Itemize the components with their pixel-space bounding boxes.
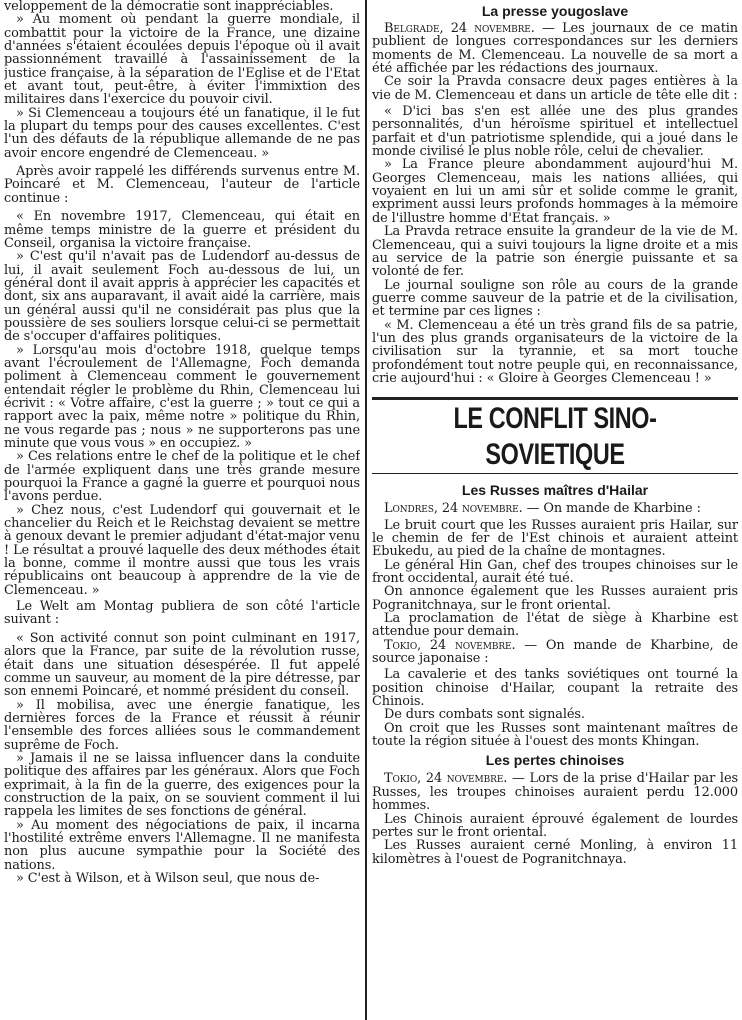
paragraph: — On mande de Kharbine, de source japonaise :: [372, 637, 738, 667]
paragraph: Le journal souligne son rôle au cours de la grande guerre comme sauveur de la patrie et de la civilisation, et termine par ces lignes :: [372, 277, 738, 320]
paragraph: » Au moment où pendant la guerre mondiale, il combattit pour la victoire de la France, une dizaine d'années s'étaient écoulées depuis l'époque où il avait passionnément travaillé à l'assainissement de la justice française, à la séparation de l'Eglise et de l'Etat et avant tout, peut-être, à éviter l'immixtion des militaires dans l'exercice du pouvoir civil.: [4, 12, 360, 108]
paragraph: Ce soir la Pravda consacre deux pages entières à la vie de M. Clemenceau et dans un article de tête elle dit :: [372, 74, 738, 103]
headline-rule-top: [372, 397, 738, 400]
paragraph: Les Russes auraient cerné Monling, à environ 11 kilomètres à l'ouest de Pogranitchnaya.: [372, 838, 738, 867]
paragraph: La Pravda retrace ensuite la grandeur de la vie de M. Clemenceau, qui a suivi toujours la ligne droite et a mis au service de la patrie son énergie puissante et sa volonté de fer.: [372, 224, 738, 280]
paragraph: — On mande de Kharbine :: [526, 501, 701, 517]
paragraph: « M. Clemenceau a été un très grand fils de sa patrie, l'un des plus grands organisateurs de la victoire de la civilisation sur la tyrannie, et sa mort touche profondément tout notre peuple qui, en reconnaissance, crie aujourd'hui : « Gloire à Georges Clemenceau ! »: [372, 317, 738, 386]
paragraph: » C'est à Wilson, et à Wilson seul, que nous de-: [16, 871, 320, 886]
paragraph: — Lors de la prise d'Hailar par les Russes, les troupes chinoises auraient perdu 12.000 hommes.: [372, 771, 738, 814]
paragraph: — Les journaux de ce matin publient de longues correspondances sur les derniers moments de M. Clemenceau. La nouvelle de sa mort a été affichée par les rédactions des journaux.: [372, 21, 738, 77]
paragraph: » Au moment des négociations de paix, il incarna l'hostilité extrême envers l'Allemagne. Il ne manifesta non plus aucune sympathie pour la Société des nations.: [4, 817, 360, 873]
paragraph: » La France pleure abondamment aujourd'hui M. Georges Clemenceau, mais les nations alliées, qui voyaient en lui un ami sûr et solide comme le granit, expriment aussi leurs profonds hommages à la mémoire de l'illustre homme d'Etat français. »: [372, 157, 738, 226]
paragraph: Après avoir rappelé les différends survenus entre M. Poincaré et M. Clemenceau, l'auteur de l'article continue :: [4, 164, 360, 206]
main-headline: LE CONFLIT SINO-SOVIETIQUE: [453, 402, 657, 472]
paragraph: » Lorsqu'au mois d'octobre 1918, quelque temps avant l'écroulement de l'Allemagne, Foch demanda poliment à Clemenceau comment le gouvernement entendait régler le problème du Rhin, Clemenceau lui écrivit : « Votre affaire, c'est la guerre ; » tout ce qui a rapport avec la paix, même notre » politique du Rhin, ne vous regarde pas ; nous » ne supporterons pas une minute que vous vous » en occupiez. »: [4, 342, 360, 451]
dateline: Tokio, 24 novembre.: [384, 771, 508, 787]
paragraph: La proclamation de l'état de siège à Kharbine est attendue pour demain.: [372, 611, 738, 640]
left-column: [4, 0, 360, 1020]
paragraph: veloppement de la démocratie sont inappréciables.: [4, 0, 334, 14]
paragraph: Les Chinois auraient éprouvé également de lourdes pertes sur le front oriental.: [372, 811, 738, 840]
paragraph: Le bruit court que les Russes auraient pris Hailar, sur le chemin de fer de l'Est chinois et auraient atteint Ebukedu, au pied de la chaîne de montagnes.: [372, 517, 738, 560]
paragraph: » C'est qu'il n'avait pas de Ludendorf au-dessus de lui, il avait seulement Foch au-dessous de lui, un général dont il avait appris à apprécier les capacités et dont, six ans auparavant, il avait aidé la carrière, mais un général aussi qu'il ne considérait pas plus que la poussière de ses souliers lorsque celui-ci se permettait de s'occuper d'affaires politiques.: [4, 249, 360, 345]
paragraph: » Jamais il ne se laissa influencer dans la conduite politique des affaires par les généraux. Alors que Foch exprimait, à la fin de la guerre, des exigences pour la construction de la paix, on se souvient comment il lui rappela les limites de ses fonctions de général.: [4, 750, 360, 820]
paragraph: Le Welt am Montag publiera de son côté l'article suivant :: [4, 599, 360, 628]
section-heading: Les Russes maîtres d'Hailar: [461, 482, 649, 499]
paragraph: La cavalerie et des tanks soviétiques ont tourné la position chinoise d'Hailar, coupant la retraite des Chinois.: [372, 667, 738, 710]
paragraph: On croit que les Russes sont maintenant maîtres de toute la région située à l'ouest des monts Khingan.: [372, 720, 738, 750]
section-heading: La presse yougoslave: [481, 3, 629, 19]
headline-rule-bottom: [372, 473, 738, 474]
paragraph: » Il mobilisa, avec une énergie fanatique, les dernières forces de la France et réussit à réunir l'ensemble des forces alliées sous le commandement suprême de Foch.: [4, 697, 360, 753]
paragraph: » Chez nous, c'est Ludendorf qui gouvernait et le chancelier du Reich et le Reichstag devaient se mettre à genoux devant le premier adjudant d'état-major venu ! Le résultat a prouvé laquelle des deux méthodes était la bonne, comme il montre aussi que tous les vrais républicains ont beaucoup à apprendre de la vie de Clemenceau. »: [4, 502, 360, 598]
dateline: Tokio, 24 novembre.: [384, 637, 516, 653]
paragraph: De durs combats sont signalés.: [384, 707, 585, 723]
column-divider: [365, 0, 367, 1020]
paragraph: On annonce également que les Russes auraient pris Pogranitchnaya, sur le front oriental.: [372, 584, 738, 613]
section-heading: Les pertes chinoises: [485, 752, 625, 769]
paragraph: » Si Clemenceau a toujours été un fanatique, il le fut la plupart du temps pour des causes excellentes. C'est l'un des défauts de la république allemande de ne pas avoir encore engendré de Clemenceau. »: [4, 105, 360, 161]
right-column: [372, 0, 738, 1020]
paragraph: « Son activité connut son point culminant en 1917, alors que la France, par suite de la révolution russe, était dans une situation désespérée. Il fut appelé comme un sauveur, au moment de la pire détresse, par son ennemi Poincaré, et nommé président du conseil.: [4, 630, 360, 700]
paragraph: Le général Hin Gan, chef des troupes chinoises sur le front occidental, aurait été tué.: [372, 557, 738, 586]
dateline: Belgrade, 24 novembre.: [384, 21, 535, 36]
paragraph: « D'ici bas s'en est allée une des plus grandes personnalités, d'un héroïsme spirituel et intellectuel parfait et d'un patriotisme splendide, qui a joué dans le monde civilisé le plus noble rôle, celui de chevalier.: [372, 104, 738, 160]
dateline: Londres, 24 novembre.: [384, 501, 523, 517]
paragraph: « En novembre 1917, Clemenceau, qui était en même temps ministre de la guerre et président du Conseil, organisa la victoire française.: [4, 209, 360, 251]
paragraph: » Ces relations entre le chef de la politique et le chef de l'armée expliquent dans une très grande mesure pourquoi la France a gagné la guerre et pourquoi nous l'avons perdue.: [4, 449, 360, 505]
